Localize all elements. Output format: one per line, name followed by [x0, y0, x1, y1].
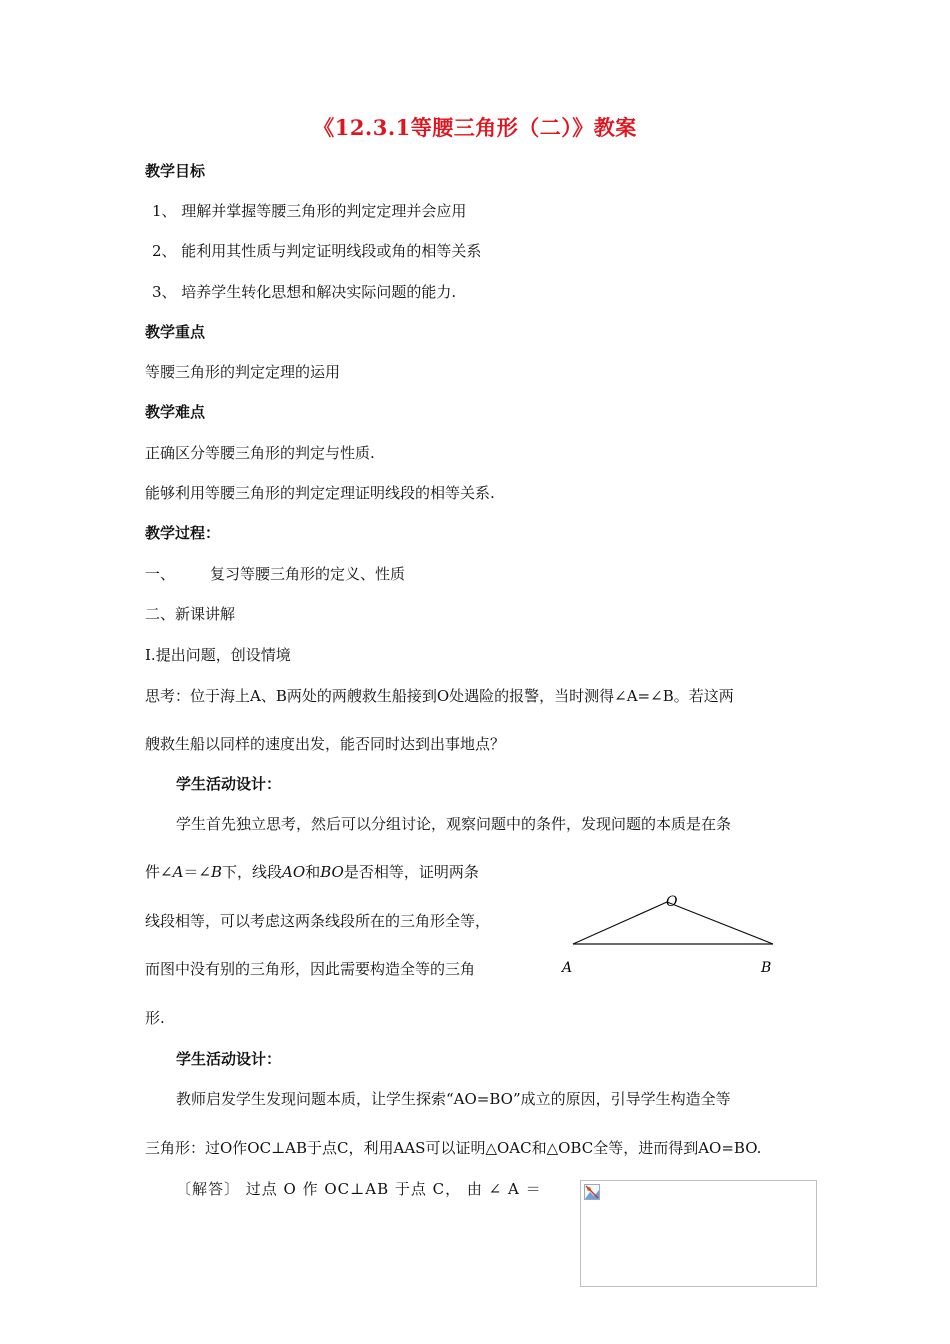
text-run: ＝∠ [183, 863, 211, 881]
activity1-line-5: 形. [145, 1009, 165, 1027]
key-point-heading: 教学重点 [145, 323, 206, 341]
goal-item-1: 1、 理解并掌握等腰三角形的判定定理并会应用 [152, 202, 467, 220]
activity1-line-2 [145, 862, 479, 882]
text-run: 下，线段 [222, 863, 283, 881]
difficulty-line-1: 正确区分等腰三角形的判定与性质. [145, 444, 375, 462]
vertex-label-a: A [562, 960, 573, 976]
broken-image-icon [584, 1184, 600, 1200]
activity1-line-3: 线段相等，可以考虑这两条线段所在的三角形全等， [145, 912, 491, 930]
activity2-line-2: 三角形：过O作OC⊥AB于点C，利用AAS可以证明△OAC和△OBC全等，进而得到AO=BO. [145, 1139, 762, 1157]
activity1-line-4: 而图中没有别的三角形，因此需要构造全等的三角 [145, 960, 476, 978]
segment-bo: BO [320, 863, 344, 881]
step2-heading: 二、新课讲解 [145, 605, 236, 623]
think-line-1: 思考：位于海上A、B两处的两艘救生船接到O处遇险的报警，当时测得∠A=∠B。若这两 [145, 687, 734, 705]
side-bo [667, 902, 773, 944]
goal-item-3: 3、 培养学生转化思想和解决实际问题的能力. [152, 283, 457, 301]
vertex-label-o: O [666, 894, 678, 910]
document-title: 《12.3.1等腰三角形（二）》教案 [313, 115, 637, 140]
activity1-line-1: 学生首先独立思考，然后可以分组讨论，观察问题中的条件，发现问题的本质是在条 [176, 815, 732, 833]
missing-image-frame [580, 1180, 817, 1287]
activity2-line-1: 教师启发学生发现问题本质，让学生探索“AO=BO”成立的原因，引导学生构造全等 [176, 1090, 731, 1108]
goal-item-2: 2、 能利用其性质与判定证明线段或角的相等关系 [152, 242, 482, 260]
difficulty-line-2: 能够利用等腰三角形的判定定理证明线段的相等关系. [145, 484, 495, 502]
triangle-figure [560, 890, 790, 980]
difficulty-heading: 教学难点 [145, 403, 206, 421]
key-point-text: 等腰三角形的判定定理的运用 [145, 363, 341, 381]
angle-var-a: A [172, 863, 184, 881]
side-ao [573, 902, 667, 944]
sub-section-1: I.提出问题，创设情境 [145, 646, 291, 664]
step1-text: 复习等腰三角形的定义、性质 [210, 565, 406, 583]
activity2-heading: 学生活动设计： [176, 1050, 282, 1068]
activity1-heading: 学生活动设计： [176, 775, 282, 793]
think-line-2: 艘救生船以同样的速度出发，能否同时达到出事地点？ [145, 735, 506, 753]
text-run: 和 [305, 863, 321, 881]
text-run: 件∠ [145, 863, 173, 881]
segment-ao: AO [282, 863, 306, 881]
answer-line: 〔解答〕 过点 O 作 OC⊥AB 于点 C， 由 ∠ A ＝ [176, 1180, 542, 1198]
process-heading: 教学过程： [145, 524, 221, 542]
text-run: 是否相等，证明两条 [343, 863, 479, 881]
vertex-label-b: B [761, 960, 772, 976]
goals-heading: 教学目标 [145, 162, 206, 180]
step1-number: 一、 [145, 565, 176, 583]
angle-var-b: B [211, 863, 223, 881]
